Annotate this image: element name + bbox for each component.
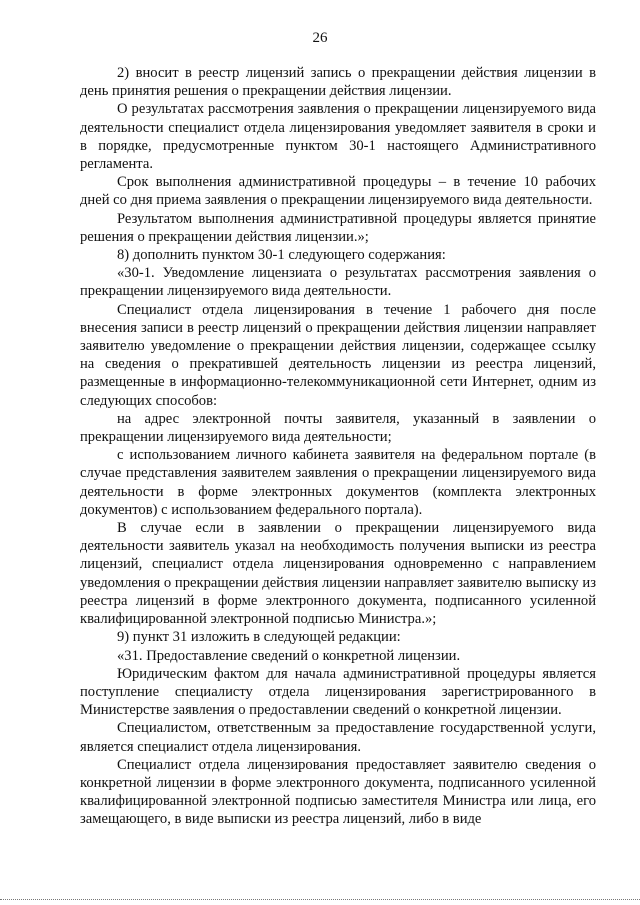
paragraph: Специалистом, ответственным за предоставление государственной услуги, является специалист отдела лицензирования. (80, 720, 596, 755)
page-bottom-divider (0, 899, 640, 900)
paragraph: Специалист отдела лицензирования предоставляет заявителю сведения о конкретной лицензии в форме электронного документа, подписанного усиленной квалифицированной электронной подписью заместителя Министра или лица, его замещающего, в виде выписки из реестра лицензий, либо в виде (80, 756, 596, 828)
paragraph: Юридическим фактом для начала административной процедуры является поступление специалисту отдела лицензирования зарегистрированного в Министерстве заявления о предоставлении сведений о конкретной лицензии. (80, 665, 596, 719)
paragraph: на адрес электронной почты заявителя, указанный в заявлении о прекращении лицензируемого вида деятельности; (80, 410, 596, 446)
paragraph: 8) дополнить пунктом 30-1 следующего содержания: (117, 247, 446, 264)
paragraph: с использованием личного кабинета заявителя на федеральном портале (в случае представления заявителем заявления о прекращении лицензируемого вида деятельности в форме электронных документов (комплекта электронных документов) с использованием федерального портала). (80, 447, 596, 518)
page-number: 26 (312, 30, 328, 46)
paragraph: 9) пункт 31 изложить в следующей редакции: (117, 629, 401, 646)
paragraph: 2) вносит в реестр лицензий запись о прекращении действия лицензии в день принятия решения о прекращении действия лицензии. (80, 65, 596, 100)
paragraph: «31. Предоставление сведений о конкретной лицензии. (117, 647, 461, 664)
paragraph: Результатом выполнения административной процедуры является принятие решения о прекращении действия лицензии.»; (80, 210, 596, 245)
paragraph: В случае если в заявлении о прекращении лицензируемого вида деятельности заявитель указал на необходимость получения выписки из реестра лицензий, специалист отдела лицензирования одновременно с направлением уведомления о прекращении действия лицензии направляет заявителю выписку из реестра лицензий в форме электронного документа, подписанного усиленной квалифицированной электронной подписью Министра.»; (80, 520, 596, 628)
paragraph: Срок выполнения административной процедуры – в течение 10 рабочих дней со дня приема заявления о прекращении лицензируемого вида деятельности. (80, 174, 596, 209)
paragraph: «30-1. Уведомление лицензиата о результатах рассмотрения заявления о прекращении лицензируемого вида деятельности. (80, 265, 596, 300)
paragraph: Специалист отдела лицензирования в течение 1 рабочего дня после внесения записи в реестр лицензий о прекращении действия лицензии направляет заявителю уведомление о прекращении действия лицензии, содержащее ссылку на сведения о прекратившей деятельность лицензии из реестра лицензий, размещенные в информационно-телекоммуникационной сети Интернет, одним из следующих способов: (80, 301, 596, 409)
document-body (80, 64, 596, 829)
paragraph: О результатах рассмотрения заявления о прекращении лицензируемого вида деятельности специалист отдела лицензирования уведомляет заявителя в сроки и в порядке, предусмотренные пунктом 30-1 настоящего Административного регламента. (80, 101, 596, 173)
